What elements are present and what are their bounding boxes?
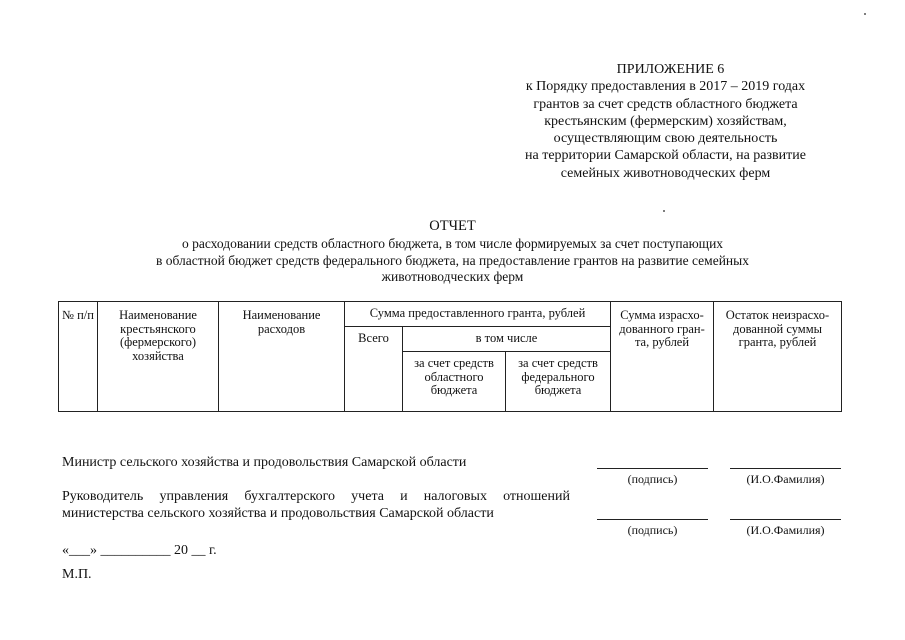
signature-line: [597, 468, 708, 469]
accounting-head-title-line2: министерства сельского хозяйства и продовольствия Самарской области: [62, 506, 494, 521]
appendix-line: на территории Самарской области, на развитие: [525, 148, 806, 164]
header-federal-budget: за счет средств федерального бюджета: [506, 352, 611, 412]
appendix-line: семейных животноводческих ферм: [560, 165, 771, 181]
scan-speck: [864, 13, 866, 15]
header-expense-name: Наименование расходов: [219, 302, 345, 412]
appendix-line: осуществляющим свою деятельность: [553, 131, 778, 147]
header-regional-budget: за счет средств областного бюджета: [403, 352, 506, 412]
signature-caption: (подпись): [627, 472, 678, 486]
header-number: № п/п: [59, 302, 98, 412]
signature-caption: (подпись): [627, 523, 678, 537]
header-spent-sum: Сумма израсхо-дованного гран-та, рублей: [611, 302, 714, 412]
name-line: [730, 468, 841, 469]
name-caption: (И.О.Фамилия): [746, 523, 825, 537]
report-subtitle-line: в областной бюджет средств федерального бюджета, на предоставление грантов на развитие семейных: [156, 252, 749, 268]
stamp-label: М.П.: [62, 567, 92, 582]
accounting-head-title-line1: Руководитель управления бухгалтерского учета и налоговых отношений: [62, 489, 570, 504]
appendix-line: к Порядку предоставления в 2017 – 2019 годах: [525, 79, 806, 95]
name-line: [730, 519, 841, 520]
minister-title: Министр сельского хозяйства и продовольствия Самарской области: [62, 455, 467, 470]
report-table: [58, 301, 842, 412]
header-remaining-sum: Остаток неизрасхо-дованной суммы гранта, рублей: [714, 302, 842, 412]
appendix-title: ПРИЛОЖЕНИЕ 6: [616, 62, 725, 77]
appendix-line: крестьянским (фермерским) хозяйствам,: [544, 113, 787, 129]
report-subtitle-line: о расходовании средств областного бюджета, в том числе формируемых за счет поступающих: [181, 236, 724, 251]
name-caption: (И.О.Фамилия): [746, 472, 825, 486]
appendix-line: грантов за счет средств областного бюджета: [533, 96, 798, 112]
header-total: Всего: [345, 327, 403, 412]
signature-line: [597, 519, 708, 520]
header-farm-name: Наименование крестьянского (фермерского) хозяйства: [98, 302, 219, 412]
header-grant-sum: Сумма предоставленного гранта, рублей: [345, 302, 611, 327]
report-subtitle: [100, 236, 805, 286]
report-title: ОТЧЕТ: [429, 218, 476, 234]
date-line: «___» __________ 20 __ г.: [62, 543, 217, 558]
header-including: в том числе: [403, 327, 611, 352]
report-subtitle-line: животноводческих ферм: [381, 269, 524, 284]
scan-speck: [663, 210, 665, 212]
appendix-header: [500, 61, 831, 182]
